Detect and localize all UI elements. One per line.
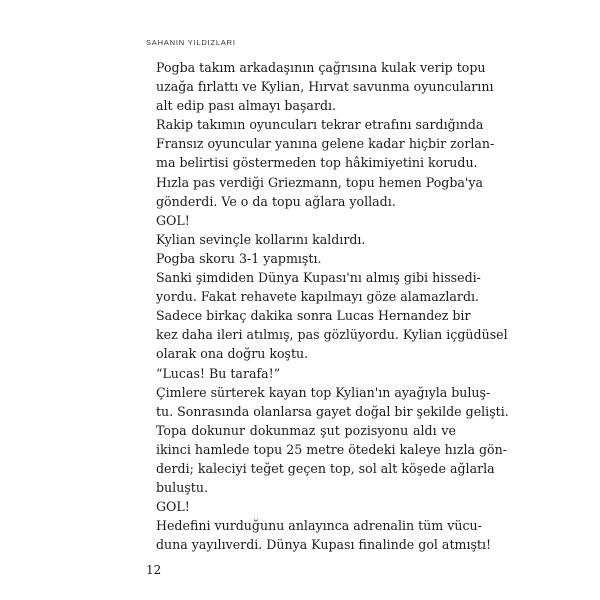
text-line: Sanki şimdiden Dünya Kupası'nı almış gibi hissedi- [156, 270, 481, 286]
text-line: Kylian sevinçle kollarını kaldırdı. [156, 231, 366, 247]
text-line: gönderdi. Ve o da topu ağlara yolladı. [156, 193, 396, 209]
paragraph [146, 115, 495, 172]
paragraph [146, 306, 508, 363]
paragraph [146, 249, 456, 268]
paragraph [146, 268, 481, 306]
paragraph [146, 516, 492, 554]
text-line: uzağa fırlattı ve Kylian, Hırvat savunma oyuncularını [156, 79, 494, 95]
paragraph [146, 230, 456, 249]
text-line: Pogba takım arkadaşının çağrısına kulak verip topu [156, 60, 486, 75]
text-line: Pogba skoru 3-1 yapmıştı. [156, 250, 322, 266]
body-text [146, 58, 509, 554]
paragraph [146, 497, 456, 516]
text-line: ma belirtisi göstermeden top hâkimiyetini korudu. [156, 155, 478, 171]
text-line: duna yayılıverdi. Dünya Kupası finalinde gol atmıştı! [156, 537, 492, 553]
paragraph [146, 383, 509, 421]
text-line: Rakip takımın oyuncuları tekrar etrafını sardığında [156, 117, 484, 133]
text-line: GOL! [156, 499, 190, 515]
running-header: SAHANIN YILDIZLARI [146, 38, 236, 47]
paragraph [146, 173, 484, 211]
paragraph [146, 421, 508, 497]
paragraph [146, 58, 494, 115]
text-line: olarak ona doğru koştu. [156, 346, 309, 362]
text-line: yordu. Fakat rehavete kapılmayı göze alamazlardı. [156, 289, 480, 305]
text-line: ikinci hamlede topu 25 metre ötedeki kaleye hızla gön- [156, 441, 508, 457]
text-line: Çimlere sürterek kayan top Kylian'ın ayağıyla buluş- [156, 384, 491, 400]
text-line: alt edip pası almayı başardı. [156, 98, 337, 114]
text-line: Hedefini vurduğunu anlayınca adrenalin tüm vücu- [156, 518, 482, 534]
text-line: GOL! [156, 212, 190, 228]
paragraph [146, 211, 456, 230]
text-line: Fransız oyuncular yanına gelene kadar hiçbir zorlan- [156, 136, 495, 152]
text-line: Sadece birkaç dakika sonra Lucas Hernandez bir [156, 308, 471, 324]
text-line: kez daha ileri atılmış, pas gözlüyordu. Kylian içgüdüsel [156, 327, 508, 343]
text-line: “Lucas! Bu tarafa!” [156, 365, 281, 381]
text-line: Topa dokunur dokunmaz şut pozisyonu aldı ve [156, 422, 456, 438]
page-number: 12 [146, 563, 162, 577]
text-line: Hızla pas verdiği Griezmann, topu hemen Pogba'ya [156, 174, 484, 190]
paragraph [146, 364, 456, 383]
text-line: tu. Sonrasında olanlarsa gayet doğal bir şekilde gelişti. [156, 403, 509, 419]
text-line: buluştu. [156, 480, 208, 496]
text-line: derdi; kaleciyi teğet geçen top, sol alt köşede ağlarla [156, 460, 495, 476]
